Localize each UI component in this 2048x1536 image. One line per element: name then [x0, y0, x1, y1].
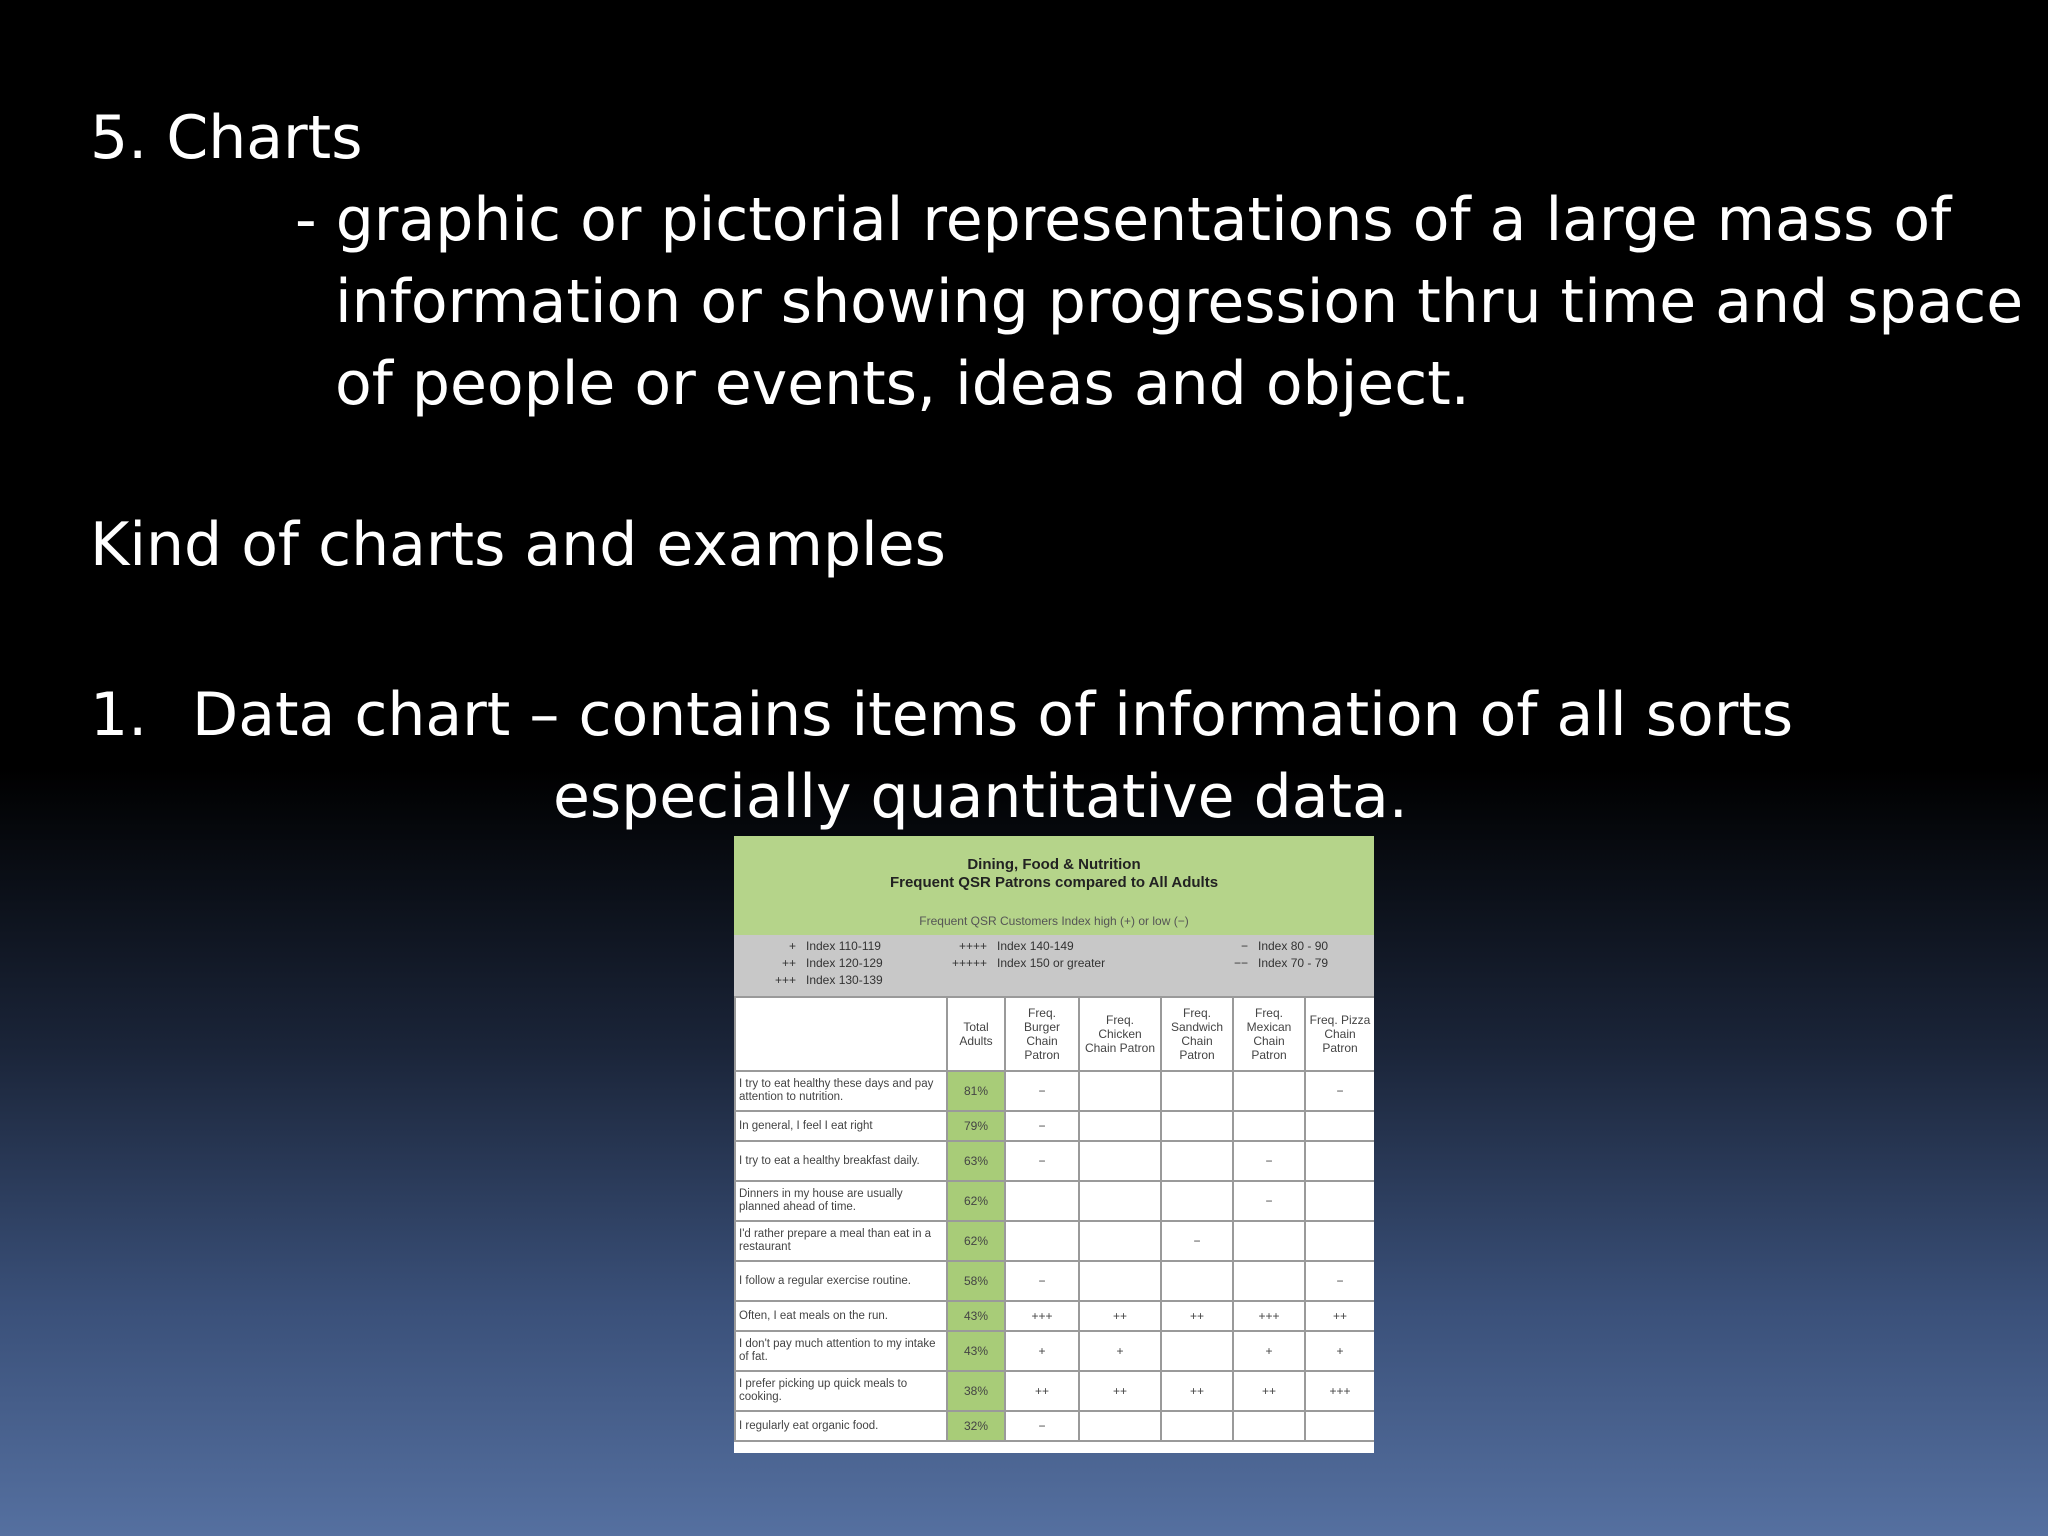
chart-legend	[734, 935, 1374, 996]
index-cell	[1161, 1331, 1233, 1371]
total-adults-cell: 43%	[947, 1301, 1005, 1331]
legend-label: Index 130-139	[806, 973, 883, 987]
list-item-continuation: especially quantitative data.	[553, 762, 1408, 832]
total-adults-cell: 79%	[947, 1111, 1005, 1141]
row-label: I follow a regular exercise routine.	[735, 1261, 947, 1301]
index-cell: ++	[1079, 1301, 1161, 1331]
index-cell	[1005, 1221, 1079, 1261]
index-cell	[1079, 1141, 1161, 1181]
kinds-heading: Kind of charts and examples	[90, 510, 946, 580]
index-cell	[1305, 1111, 1374, 1141]
index-cell	[1161, 1181, 1233, 1221]
index-cell	[1233, 1411, 1305, 1441]
legend-symbol: +	[788, 939, 796, 953]
chart-title: Dining, Food & Nutrition	[967, 856, 1141, 873]
index-cell: −	[1005, 1071, 1079, 1111]
total-adults-cell: 43%	[947, 1331, 1005, 1371]
legend-item	[949, 956, 1105, 970]
index-cell: +++	[1305, 1371, 1374, 1411]
index-cell: ++	[1233, 1371, 1305, 1411]
index-cell	[1233, 1071, 1305, 1111]
index-cell: +	[1005, 1331, 1079, 1371]
index-cell: +	[1305, 1331, 1374, 1371]
index-cell: ++	[1305, 1301, 1374, 1331]
total-adults-cell: 63%	[947, 1141, 1005, 1181]
list-item-text: Data chart – contains items of information of all sorts	[192, 680, 1794, 750]
index-cell: ++	[1079, 1371, 1161, 1411]
corner-cell	[735, 997, 947, 1071]
table-row	[735, 1111, 1374, 1141]
index-cell: −	[1005, 1411, 1079, 1441]
index-cell	[1079, 1411, 1161, 1441]
index-cell: ++	[1005, 1371, 1079, 1411]
column-header: Freq. Sandwich Chain Patron	[1161, 997, 1233, 1071]
slide-heading: 5. Charts	[90, 103, 363, 173]
row-label: I regularly eat organic food.	[735, 1411, 947, 1441]
legend-symbol: +++	[774, 973, 796, 987]
index-cell	[1079, 1181, 1161, 1221]
row-label: In general, I feel I eat right	[735, 1111, 947, 1141]
index-cell: −	[1161, 1221, 1233, 1261]
legend-symbol: ++++	[958, 939, 987, 953]
index-cell: −	[1005, 1111, 1079, 1141]
index-cell: −	[1005, 1261, 1079, 1301]
legend-label: Index 110-119	[806, 939, 881, 953]
total-adults-cell: 81%	[947, 1071, 1005, 1111]
legend-item	[774, 973, 883, 987]
index-cell	[1079, 1221, 1161, 1261]
index-cell	[1305, 1181, 1374, 1221]
total-adults-cell: 62%	[947, 1181, 1005, 1221]
index-cell	[1161, 1261, 1233, 1301]
legend-label: Index 150 or greater	[997, 956, 1106, 970]
row-label: I try to eat healthy these days and pay attention to nutrition.	[735, 1071, 947, 1111]
table-row	[735, 1301, 1374, 1331]
list-item-number: 1.	[90, 680, 148, 750]
column-header: Total Adults	[947, 997, 1005, 1071]
index-cell	[1161, 1411, 1233, 1441]
row-label: I try to eat a healthy breakfast daily.	[735, 1141, 947, 1181]
table-row	[735, 1411, 1374, 1441]
table-row	[735, 1141, 1374, 1181]
row-label: I don't pay much attention to my intake of fat.	[735, 1331, 947, 1371]
index-cell	[1079, 1071, 1161, 1111]
index-cell: +++	[1005, 1301, 1079, 1331]
chart-table	[734, 996, 1374, 1442]
index-cell: ++	[1161, 1301, 1233, 1331]
index-cell	[1079, 1261, 1161, 1301]
index-cell: +	[1233, 1331, 1305, 1371]
table-row	[735, 1181, 1374, 1221]
column-header: Freq. Chicken Chain Patron	[1079, 997, 1161, 1071]
index-cell	[1305, 1221, 1374, 1261]
legend-item	[774, 939, 881, 953]
legend-item	[949, 939, 1074, 953]
index-cell: +++	[1233, 1301, 1305, 1331]
index-cell	[1079, 1111, 1161, 1141]
index-cell	[1233, 1111, 1305, 1141]
legend-item	[1224, 939, 1328, 953]
data-chart-image	[734, 836, 1374, 1453]
legend-label: Index 70 - 79	[1258, 956, 1329, 970]
index-cell	[1233, 1221, 1305, 1261]
legend-symbol: ++	[781, 956, 796, 970]
index-cell: −	[1305, 1261, 1374, 1301]
legend-label: Index 80 - 90	[1258, 939, 1329, 953]
table-row	[735, 1071, 1374, 1111]
column-header: Freq. Mexican Chain Patron	[1233, 997, 1305, 1071]
definition-line-3: of people or events, ideas and object.	[335, 349, 1470, 419]
chart-subtitle: Frequent QSR Patrons compared to All Adults	[889, 874, 1219, 891]
row-label: I prefer picking up quick meals to cooking.	[735, 1371, 947, 1411]
legend-symbol: −−	[1233, 956, 1248, 970]
index-cell	[1161, 1141, 1233, 1181]
index-cell: −	[1305, 1071, 1374, 1111]
chart-note: Frequent QSR Customers Index high (+) or low (−)	[919, 914, 1189, 928]
total-adults-cell: 58%	[947, 1261, 1005, 1301]
total-adults-cell: 62%	[947, 1221, 1005, 1261]
index-cell	[1305, 1141, 1374, 1181]
index-cell	[1305, 1411, 1374, 1441]
row-label: I'd rather prepare a meal than eat in a restaurant	[735, 1221, 947, 1261]
definition-line-2: information or showing progression thru time and space	[335, 267, 2024, 337]
chart-header	[734, 836, 1374, 935]
index-cell	[1161, 1071, 1233, 1111]
definition-line-1: - graphic or pictorial representations of a large mass of	[295, 185, 1952, 255]
row-label: Often, I eat meals on the run.	[735, 1301, 947, 1331]
index-cell	[1233, 1261, 1305, 1301]
row-label: Dinners in my house are usually planned ahead of time.	[735, 1181, 947, 1221]
total-adults-cell: 38%	[947, 1371, 1005, 1411]
index-cell: ++	[1161, 1371, 1233, 1411]
column-header: Freq. Pizza Chain Patron	[1305, 997, 1374, 1071]
legend-label: Index 120-129	[806, 956, 883, 970]
column-header: Freq. Burger Chain Patron	[1005, 997, 1079, 1071]
legend-item	[774, 956, 883, 970]
total-adults-cell: 32%	[947, 1411, 1005, 1441]
legend-symbol: +++++	[951, 956, 987, 970]
legend-symbol: −	[1240, 939, 1248, 953]
table-row	[735, 1371, 1374, 1411]
table-row	[735, 1221, 1374, 1261]
index-cell: −	[1005, 1141, 1079, 1181]
table-row	[735, 1261, 1374, 1301]
table-header-row	[735, 997, 1374, 1071]
legend-item	[1224, 956, 1328, 970]
table-row	[735, 1331, 1374, 1371]
index-cell	[1161, 1111, 1233, 1141]
index-cell: +	[1079, 1331, 1161, 1371]
index-cell	[1005, 1181, 1079, 1221]
legend-label: Index 140-149	[997, 939, 1074, 953]
index-cell: −	[1233, 1141, 1305, 1181]
index-cell: −	[1233, 1181, 1305, 1221]
